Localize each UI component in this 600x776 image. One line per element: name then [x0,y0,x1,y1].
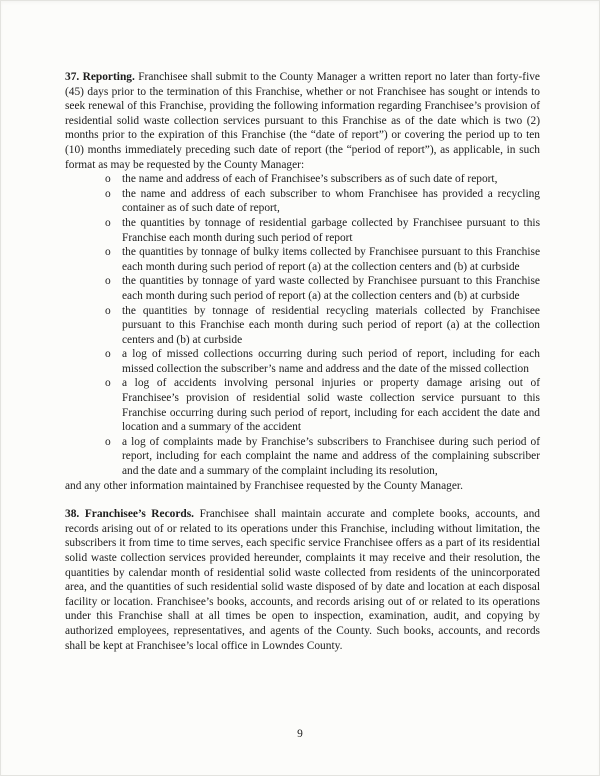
list-item [65,347,540,376]
bullet-text: the quantities by tonnage of residential recycling materials collected by Franchisee pursuant to this Franchise each month during such period of report (a) at the collection centers and (b) at curbside [122,304,540,346]
bullet-marker: o [105,173,111,186]
bullet-marker: o [105,435,111,448]
bullet-text: a log of missed collections occurring during such period of report, including for each missed collection the subscriber’s name and address and the date of the missed collection [122,348,540,375]
list-item [65,304,540,348]
bullet-marker: o [105,348,111,361]
page-number: 9 [297,728,303,741]
list-item [65,274,540,303]
list-item [65,245,540,274]
section-38-paragraph [65,507,540,653]
bullet-marker: o [105,304,111,317]
bullet-marker: o [105,246,111,259]
bullet-marker: o [105,216,111,229]
list-item [65,435,540,479]
section-38-number: 38. [65,508,80,521]
bullet-text: the quantities by tonnage of yard waste collected by Franchisee pursuant to this Franchise each month during such period of report (a) at the collection centers and (b) at curbside [122,275,540,302]
bullet-text: the name and address of each subscriber to whom Franchisee has provided a recycling container as of such date of report, [122,187,540,215]
bullet-text: the name and address of each of Franchisee’s subscribers as of such date of report, [122,173,498,186]
bullet-text: the quantities by tonnage of bulky items collected by Franchisee pursuant to this Franchise each month during such period of report (a) at the collection centers and (b) at curbside [122,246,540,273]
bullet-text: a log of complaints made by Franchise’s subscribers to Franchisee during such period of report, including for each complaint the name and address of the complaining subscriber and the date and a summary of the complaint including its resolution, [122,435,540,478]
report-items-list [65,172,540,478]
list-item [65,172,540,187]
bullet-text: the quantities by tonnage of residential garbage collected by Franchisee pursuant to this Franchise each month during such period of report [122,216,540,244]
section-37-title: Reporting. [82,71,135,83]
section-38-title: Franchisee’s Records. [84,508,195,521]
list-item [65,376,540,434]
section-37-paragraph [65,70,540,172]
list-item [65,216,540,245]
section-37-number: 37. [65,71,80,83]
bullet-marker: o [105,275,111,288]
section-37-closing: and any other information maintained by Franchisee requested by the County Manager. [65,479,463,492]
bullet-marker: o [105,377,111,390]
section-37-intro: Franchisee shall submit to the County Manager a written report no later than forty-five (45) days prior to the termination of this Franchise, whether or not Franchisee has sought or intends to seek renewal of this Franchise, providing the following information regarding Franchisee’s provision of residential solid waste collection services pursuant to this Franchise as of the date which is two (2) months prior to the expiration of this Franchise (the “date of report”) or covering the period up to ten (10) months immediately preceding such date of report (the “period of report”), as applicable, in such format as may be requested by the County Manager: [65,71,540,171]
section-38-body: Franchisee shall maintain accurate and complete books, accounts, and records arising out of or related to its operations under this Franchise, including without limitation, the subscribers it from time to time serves, each specific service Franchisee offers as a part of its residential solid waste collection services provided hereunder, complaints it may receive and their resolution, the quantities by calendar month of residential solid waste collected from residents of the unincorporated area, and the quantities of such residential solid waste disposed of by date and location at each disposal facility or location. Franchisee’s books, accounts, and records arising out of or related to its operations under this Franchise shall at all times be open to inspection, examination, audit, and copying by authorized employees, representatives, and agents of the County. Such books, accounts, and records shall be kept at Franchisee’s local office in Lowndes County. [65,508,541,652]
list-item [65,187,540,216]
bullet-marker: o [105,187,111,200]
bullet-text: a log of accidents involving personal injuries or property damage arising out of Franchisee’s provision of residential solid waste collection service pursuant to this Franchise occurring during such period of report, including for each accident the date and location and a summary of the accident [122,377,540,434]
